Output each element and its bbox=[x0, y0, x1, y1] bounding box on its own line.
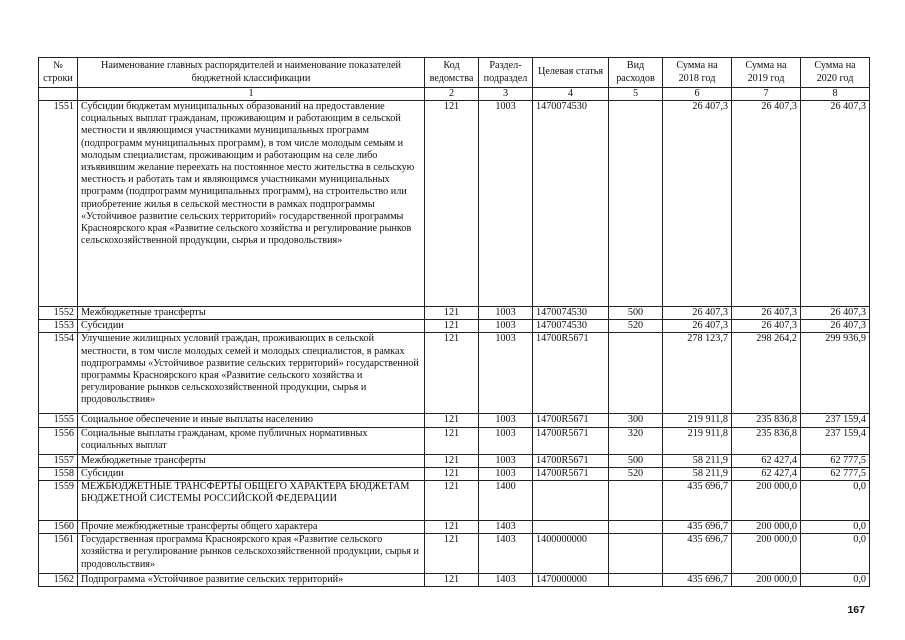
row-target-article-cell bbox=[533, 481, 609, 521]
row-sum-2019-cell: 200 000,0 bbox=[732, 574, 801, 587]
row-expense-kind-cell bbox=[609, 534, 663, 574]
column-number: 7 bbox=[732, 88, 801, 101]
header-sum-2018: Сумма на 2018 год bbox=[663, 58, 732, 88]
row-expense-kind-cell bbox=[609, 333, 663, 414]
row-sum-2020-cell: 62 777,5 bbox=[801, 454, 870, 467]
row-number-cell: 1560 bbox=[39, 521, 78, 534]
row-sum-2018-cell: 26 407,3 bbox=[663, 101, 732, 307]
row-section-cell: 1003 bbox=[479, 307, 533, 320]
header-expense-kind: Вид расходов bbox=[609, 58, 663, 88]
header-row-number: № строки bbox=[39, 58, 78, 88]
row-number-cell: 1553 bbox=[39, 320, 78, 333]
row-sum-2020-cell: 0,0 bbox=[801, 481, 870, 521]
row-department-code-cell: 121 bbox=[425, 414, 479, 427]
row-expense-kind-cell bbox=[609, 574, 663, 587]
row-section-cell: 1403 bbox=[479, 574, 533, 587]
row-expense-kind-cell: 500 bbox=[609, 454, 663, 467]
row-number-cell: 1562 bbox=[39, 574, 78, 587]
column-number: 4 bbox=[533, 88, 609, 101]
table-row bbox=[39, 333, 870, 414]
row-expense-kind-cell: 320 bbox=[609, 427, 663, 454]
row-department-code-cell: 121 bbox=[425, 467, 479, 480]
row-name-cell: Социальные выплаты гражданам, кроме публичных нормативных социальных выплат bbox=[78, 427, 425, 454]
header-sum-2020: Сумма на 2020 год bbox=[801, 58, 870, 88]
row-sum-2018-cell: 435 696,7 bbox=[663, 574, 732, 587]
row-expense-kind-cell: 520 bbox=[609, 320, 663, 333]
row-number-cell: 1556 bbox=[39, 427, 78, 454]
column-number: 3 bbox=[479, 88, 533, 101]
table-row bbox=[39, 454, 870, 467]
row-name-cell: Субсидии бюджетам муниципальных образований на предоставление социальных выплат гражданам, проживающим и работающим в сельской местности и являющимся участниками муниципальных программ (подпрограмм муниципальных программ), в том числе молодым семьям и молодым специалистам, проживающим и работающим на селе либо изъявившим желание переехать на постоянное место жительства в сельскую местность и работать там и являющимся участниками муниципальных программ (подпрограмм муниципальных программ), на строительство или приобретение жилья в сельской местности в рамках подпрограммы «Устойчивое развитие сельских территорий» государственной программы Красноярского края «Развитие сельского хозяйства и регулирование рынков сельскохозяйственной продукции, сырья и продовольствия» bbox=[78, 101, 425, 307]
row-section-cell: 1400 bbox=[479, 481, 533, 521]
row-department-code-cell: 121 bbox=[425, 427, 479, 454]
row-number-cell: 1558 bbox=[39, 467, 78, 480]
row-name-cell: Субсидии bbox=[78, 320, 425, 333]
column-number bbox=[39, 88, 78, 101]
table-row bbox=[39, 414, 870, 427]
column-numbers-row bbox=[39, 88, 870, 101]
row-sum-2019-cell: 26 407,3 bbox=[732, 307, 801, 320]
table-row bbox=[39, 101, 870, 307]
row-department-code-cell: 121 bbox=[425, 521, 479, 534]
row-department-code-cell: 121 bbox=[425, 333, 479, 414]
row-department-code-cell: 121 bbox=[425, 307, 479, 320]
row-target-article-cell: 14700R5671 bbox=[533, 414, 609, 427]
row-sum-2020-cell: 299 936,9 bbox=[801, 333, 870, 414]
row-number-cell: 1561 bbox=[39, 534, 78, 574]
row-department-code-cell: 121 bbox=[425, 574, 479, 587]
row-name-cell: Межбюджетные трансферты bbox=[78, 307, 425, 320]
table-row bbox=[39, 534, 870, 574]
row-target-article-cell: 14700R5671 bbox=[533, 467, 609, 480]
row-sum-2019-cell: 298 264,2 bbox=[732, 333, 801, 414]
table-header-row bbox=[39, 58, 870, 88]
row-number-cell: 1559 bbox=[39, 481, 78, 521]
column-number: 2 bbox=[425, 88, 479, 101]
row-section-cell: 1003 bbox=[479, 454, 533, 467]
row-sum-2020-cell: 0,0 bbox=[801, 534, 870, 574]
row-sum-2018-cell: 219 911,8 bbox=[663, 427, 732, 454]
column-number: 8 bbox=[801, 88, 870, 101]
row-target-article-cell: 14700R5671 bbox=[533, 454, 609, 467]
row-sum-2020-cell: 237 159,4 bbox=[801, 427, 870, 454]
page-number: 167 bbox=[847, 604, 865, 616]
column-number: 5 bbox=[609, 88, 663, 101]
row-number-cell: 1551 bbox=[39, 101, 78, 307]
row-sum-2018-cell: 219 911,8 bbox=[663, 414, 732, 427]
row-department-code-cell: 121 bbox=[425, 481, 479, 521]
table-row bbox=[39, 574, 870, 587]
row-sum-2019-cell: 235 836,8 bbox=[732, 414, 801, 427]
row-section-cell: 1003 bbox=[479, 414, 533, 427]
column-number: 6 bbox=[663, 88, 732, 101]
row-expense-kind-cell: 300 bbox=[609, 414, 663, 427]
row-sum-2020-cell: 0,0 bbox=[801, 521, 870, 534]
table-row bbox=[39, 307, 870, 320]
row-sum-2020-cell: 26 407,3 bbox=[801, 101, 870, 307]
row-department-code-cell: 121 bbox=[425, 454, 479, 467]
row-target-article-cell: 1400000000 bbox=[533, 534, 609, 574]
row-sum-2020-cell: 26 407,3 bbox=[801, 320, 870, 333]
row-section-cell: 1003 bbox=[479, 427, 533, 454]
row-name-cell: МЕЖБЮДЖЕТНЫЕ ТРАНСФЕРТЫ ОБЩЕГО ХАРАКТЕРА БЮДЖЕТАМ БЮДЖЕТНОЙ СИСТЕМЫ РОССИЙСКОЙ ФЕДЕРАЦИИ bbox=[78, 481, 425, 521]
row-sum-2020-cell: 0,0 bbox=[801, 574, 870, 587]
row-sum-2018-cell: 58 211,9 bbox=[663, 454, 732, 467]
row-section-cell: 1003 bbox=[479, 320, 533, 333]
row-sum-2019-cell: 26 407,3 bbox=[732, 320, 801, 333]
row-expense-kind-cell: 500 bbox=[609, 307, 663, 320]
row-name-cell: Государственная программа Красноярского края «Развитие сельского хозяйства и регулирование рынков сельскохозяйственной продукции, сырья и продовольствия» bbox=[78, 534, 425, 574]
row-sum-2020-cell: 237 159,4 bbox=[801, 414, 870, 427]
row-sum-2018-cell: 435 696,7 bbox=[663, 534, 732, 574]
row-sum-2018-cell: 278 123,7 bbox=[663, 333, 732, 414]
budget-table bbox=[38, 57, 870, 587]
column-number: 1 bbox=[78, 88, 425, 101]
row-name-cell: Межбюджетные трансферты bbox=[78, 454, 425, 467]
row-sum-2019-cell: 200 000,0 bbox=[732, 481, 801, 521]
row-department-code-cell: 121 bbox=[425, 320, 479, 333]
row-sum-2019-cell: 235 836,8 bbox=[732, 427, 801, 454]
table-row bbox=[39, 467, 870, 480]
row-department-code-cell: 121 bbox=[425, 534, 479, 574]
row-sum-2019-cell: 62 427,4 bbox=[732, 454, 801, 467]
row-sum-2019-cell: 26 407,3 bbox=[732, 101, 801, 307]
row-sum-2019-cell: 200 000,0 bbox=[732, 534, 801, 574]
header-name: Наименование главных распорядителей и наименование показателей бюджетной классификации bbox=[78, 58, 425, 88]
row-name-cell: Субсидии bbox=[78, 467, 425, 480]
header-department-code: Код ведомства bbox=[425, 58, 479, 88]
row-sum-2019-cell: 200 000,0 bbox=[732, 521, 801, 534]
row-sum-2020-cell: 26 407,3 bbox=[801, 307, 870, 320]
row-sum-2018-cell: 26 407,3 bbox=[663, 307, 732, 320]
table-row bbox=[39, 427, 870, 454]
table-row bbox=[39, 481, 870, 521]
header-target-article: Целевая статья bbox=[533, 58, 609, 88]
row-name-cell: Прочие межбюджетные трансферты общего характера bbox=[78, 521, 425, 534]
row-target-article-cell bbox=[533, 521, 609, 534]
row-sum-2018-cell: 26 407,3 bbox=[663, 320, 732, 333]
row-section-cell: 1003 bbox=[479, 467, 533, 480]
row-target-article-cell: 14700R5671 bbox=[533, 427, 609, 454]
row-name-cell: Улучшение жилищных условий граждан, проживающих в сельской местности, в том числе молодых семей и молодых специалистов, в рамках подпрограммы «Устойчивое развитие сельских территорий» государственной программы Красноярского края «Развитие сельского хозяйства и регулирование рынков сельскохозяйственной продукции, сырья и продовольствия» bbox=[78, 333, 425, 414]
row-section-cell: 1403 bbox=[479, 534, 533, 574]
row-target-article-cell: 1470000000 bbox=[533, 574, 609, 587]
row-target-article-cell: 1470074530 bbox=[533, 320, 609, 333]
row-expense-kind-cell: 520 bbox=[609, 467, 663, 480]
row-sum-2020-cell: 62 777,5 bbox=[801, 467, 870, 480]
row-sum-2018-cell: 435 696,7 bbox=[663, 521, 732, 534]
row-expense-kind-cell bbox=[609, 481, 663, 521]
row-expense-kind-cell bbox=[609, 101, 663, 307]
row-number-cell: 1554 bbox=[39, 333, 78, 414]
table-row bbox=[39, 521, 870, 534]
header-section: Раздел-подраздел bbox=[479, 58, 533, 88]
row-section-cell: 1003 bbox=[479, 101, 533, 307]
row-sum-2018-cell: 58 211,9 bbox=[663, 467, 732, 480]
row-number-cell: 1555 bbox=[39, 414, 78, 427]
row-section-cell: 1003 bbox=[479, 333, 533, 414]
row-sum-2018-cell: 435 696,7 bbox=[663, 481, 732, 521]
row-target-article-cell: 1470074530 bbox=[533, 101, 609, 307]
row-target-article-cell: 1470074530 bbox=[533, 307, 609, 320]
header-sum-2019: Сумма на 2019 год bbox=[732, 58, 801, 88]
row-section-cell: 1403 bbox=[479, 521, 533, 534]
row-name-cell: Подпрограмма «Устойчивое развитие сельских территорий» bbox=[78, 574, 425, 587]
row-department-code-cell: 121 bbox=[425, 101, 479, 307]
table-row bbox=[39, 320, 870, 333]
row-number-cell: 1557 bbox=[39, 454, 78, 467]
row-number-cell: 1552 bbox=[39, 307, 78, 320]
row-expense-kind-cell bbox=[609, 521, 663, 534]
row-sum-2019-cell: 62 427,4 bbox=[732, 467, 801, 480]
row-target-article-cell: 14700R5671 bbox=[533, 333, 609, 414]
row-name-cell: Социальное обеспечение и иные выплаты населению bbox=[78, 414, 425, 427]
